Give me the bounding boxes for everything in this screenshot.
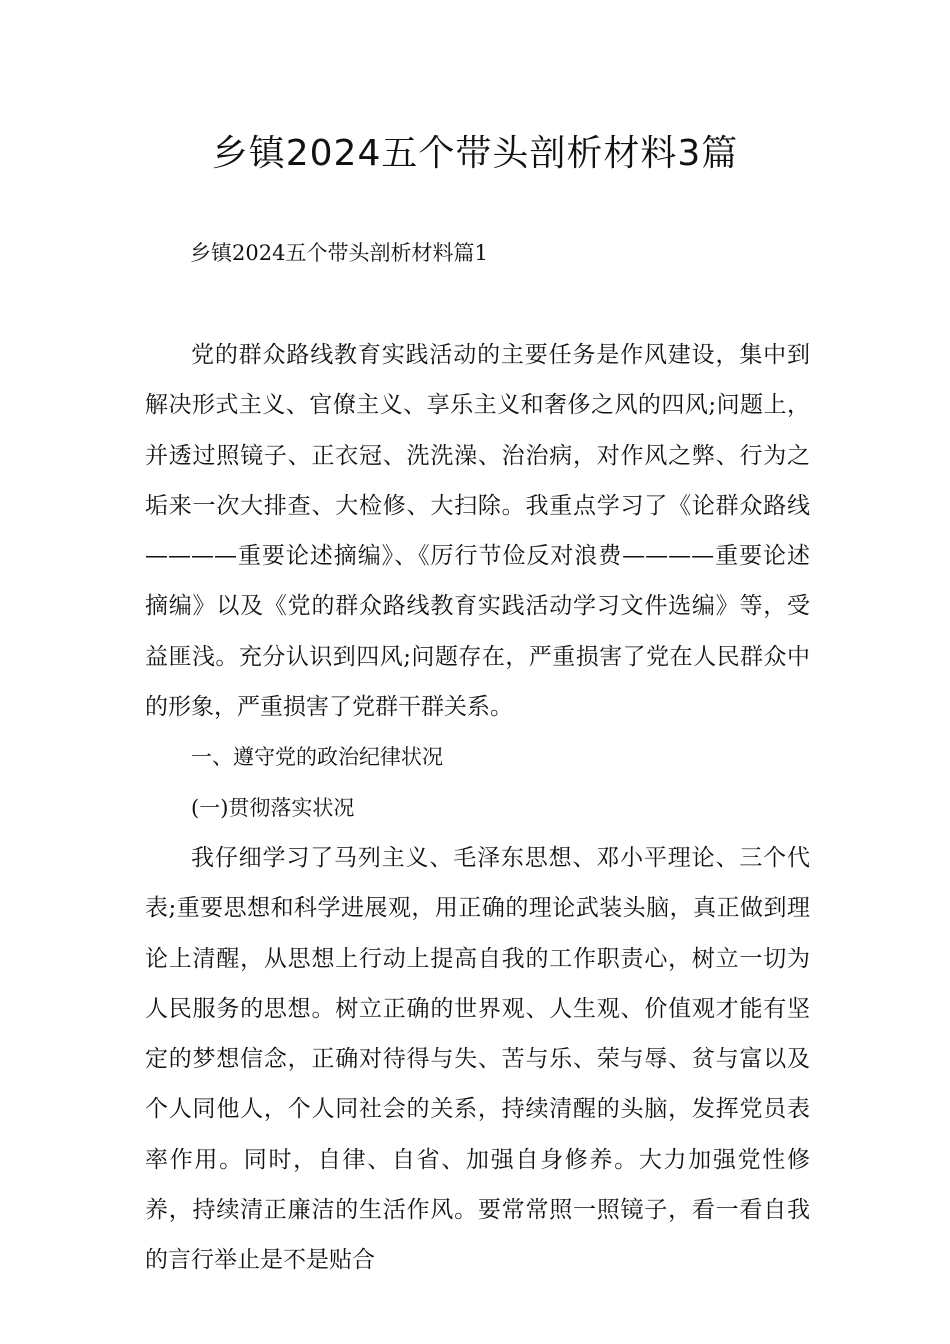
- section-heading-political-discipline: 一、遵守党的政治纪律状况: [191, 745, 443, 770]
- paragraph-study: 我仔细学习了马列主义、毛泽东思想、邓小平理论、三个代表;重要思想和科学进展观，用正确的理论武装头脑，真正做到理论上清醒，从思想上行动上提高自我的工作职责心，树立一切为人民服务的思想。树立正确的世界观、人生观、价值观才能有坚定的梦想信念，正确对待得与失、苦与乐、荣与辱、贫与富以及个人同他人，个人同社会的关系，持续清醒的头脑，发挥党员表率作用。同时，自律、自省、加强自身修养。大力加强党性修养，持续清正廉洁的生活作风。要常常照一照镜子，看一看自我的言行举止是不是贴合: [145, 844, 810, 1274]
- paragraph-intro: 党的群众路线教育实践活动的主要任务是作风建设，集中到解决形式主义、官僚主义、享乐主义和奢侈之风的四风;问题上，并透过照镜子、正衣冠、洗洗澡、治治病，对作风之弊、行为之垢来一次大排查、大检修、大扫除。我重点学习了《论群众路线————重要论述摘编》、《厉行节俭反对浪费————重要论述摘编》以及《党的群众路线教育实践活动学习文件选编》等，受益匪浅。充分认识到四风;问题存在，严重损害了党在人民群众中的形象，严重损害了党群干群关系。: [145, 342, 810, 721]
- document-title: 乡镇2024五个带头剖析材料3篇: [211, 133, 739, 174]
- section-subtitle: 乡镇2024五个带头剖析材料篇1: [190, 241, 488, 265]
- document-body: [145, 330, 810, 1286]
- subsection-heading-implementation: (一)贯彻落实状况: [191, 795, 355, 820]
